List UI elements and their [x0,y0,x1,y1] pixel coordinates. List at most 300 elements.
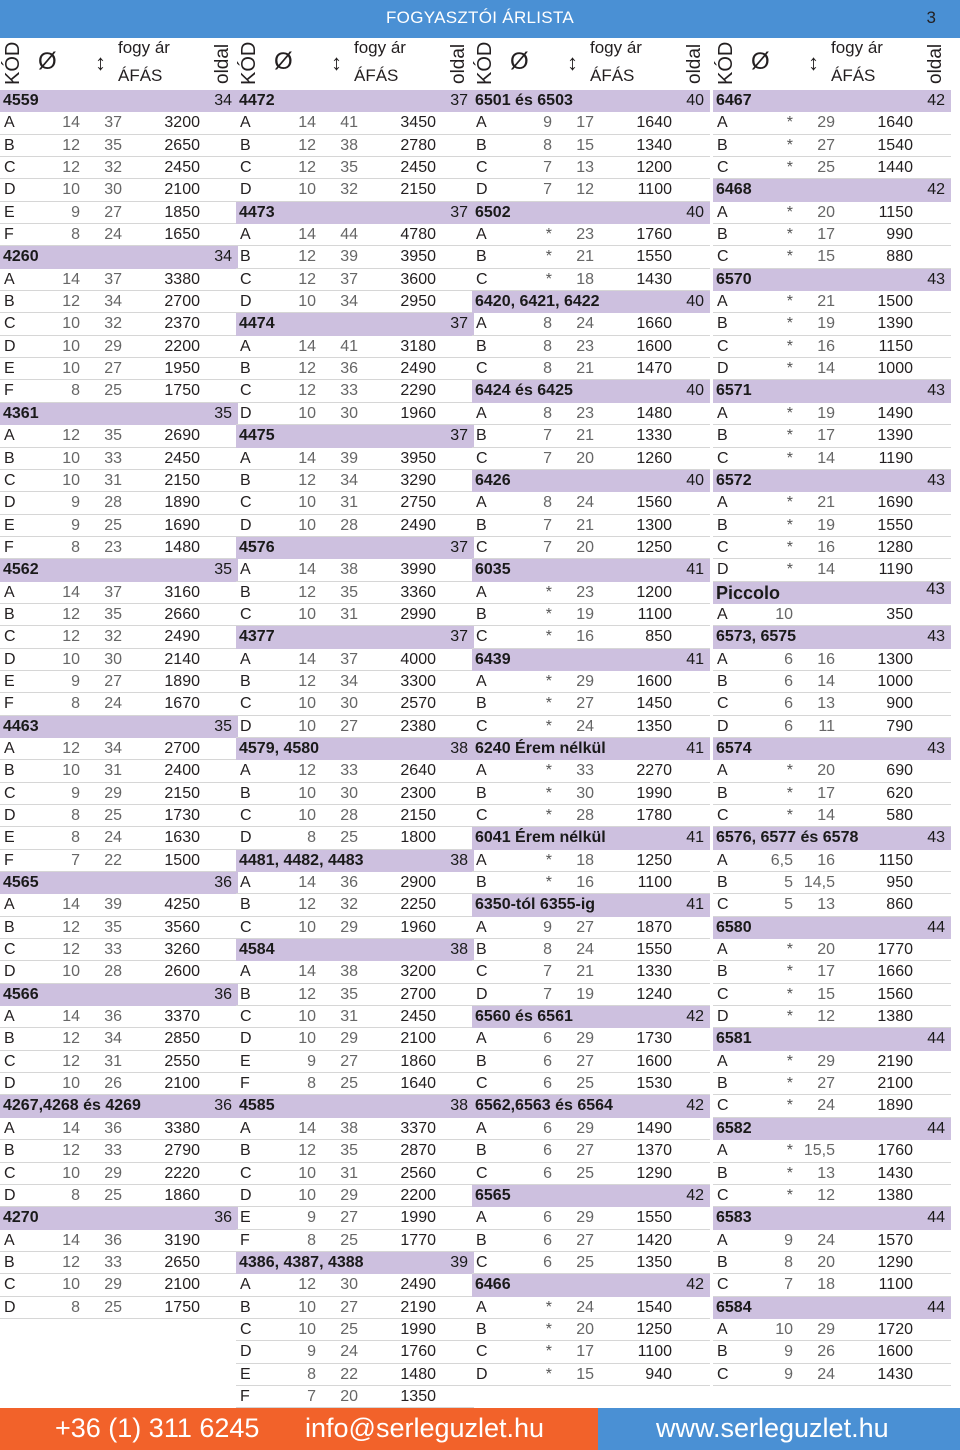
product-group-header [236,1095,474,1117]
price-value: 2450 [164,449,200,467]
price-row [0,604,238,626]
height-value: 14 [817,360,835,378]
catalog-page: 40 [686,203,704,221]
size-letter: E [4,516,15,534]
height-value: 32 [104,315,122,333]
price-row [236,1341,474,1363]
product-code: 6576, 6577 és 6578 [716,829,859,847]
price-row [0,1185,238,1207]
diameter-value: 14 [298,114,316,132]
price-value: 3370 [164,1008,200,1026]
height-value: 29 [104,784,122,802]
product-group-header [713,179,951,201]
price-rows [236,90,474,1408]
diameter-value: 7 [543,538,552,556]
size-letter: B [476,941,487,959]
size-letter: A [717,762,728,780]
product-group-header [713,827,951,849]
height-value: 17 [576,1343,594,1361]
price-row [236,157,474,179]
catalog-page: 34 [214,248,232,266]
price-value: 1750 [164,1298,200,1316]
price-value: 1960 [400,918,436,936]
price-value: 3300 [400,672,436,690]
diameter-value: 10 [298,181,316,199]
diameter-value: 7 [543,159,552,177]
diameter-value: 12 [298,1142,316,1160]
product-group-header [472,291,710,313]
price-value: 2650 [164,136,200,154]
price-value: 1300 [877,650,913,668]
price-value: 1780 [636,807,672,824]
catalog-page: 42 [686,1008,704,1026]
price-value: 990 [886,226,913,244]
diameter-value: 6 [543,1164,552,1182]
size-letter: E [4,203,15,221]
height-value: 11 [818,717,835,735]
diameter-value: 8 [71,1298,80,1316]
product-code: 6350-tól 6355-ig [475,896,596,914]
size-letter: C [240,382,252,400]
diameter-value: 7 [543,516,552,534]
height-value: 29 [104,1276,122,1294]
header-price: fogy ár [118,38,170,57]
price-value: 1380 [877,1008,913,1026]
size-letter: D [4,1298,16,1316]
diameter-value: 12 [62,628,80,646]
catalog-page: 43 [927,628,945,646]
price-row [236,961,474,983]
diameter-value: 14 [62,896,80,914]
size-letter: B [717,1253,728,1271]
diameter-value: * [545,695,552,713]
height-value: 25 [104,516,122,534]
diameter-value: 12 [62,739,80,757]
diameter-value: 8 [543,941,552,959]
diameter-value: 10 [62,963,80,981]
diameter-value: * [786,762,793,780]
size-letter: B [476,337,487,355]
diameter-value: 12 [62,159,80,177]
product-code: 6582 [716,1119,752,1137]
price-row [236,492,474,514]
header-page: oldal [925,43,946,85]
price-row [0,179,238,201]
product-code: 6583 [716,1209,752,1227]
price-row [236,1297,474,1319]
size-letter: B [717,516,728,534]
price-value: 1760 [636,226,672,244]
size-letter: C [717,985,729,1003]
size-letter: C [476,538,488,556]
height-value: 29 [576,1030,594,1048]
price-value: 1190 [878,561,913,579]
height-value: 37 [104,583,122,601]
size-letter: B [476,516,487,534]
price-value: 2200 [164,337,200,355]
diameter-value: * [545,1343,552,1361]
height-value: 28 [104,963,122,981]
size-letter: C [717,1097,729,1115]
price-value: 1540 [636,1298,672,1316]
price-value: 1890 [164,494,200,512]
header-vat: ÁFÁS [831,66,876,85]
product-code: 4472 [239,92,275,109]
size-letter: A [717,404,728,422]
price-row [472,179,710,201]
product-code: 6571 [716,382,752,400]
price-value: 1530 [636,1075,672,1093]
height-value: 29 [576,1119,594,1137]
product-group-header [713,1207,951,1229]
size-letter: F [4,851,14,869]
size-letter: C [717,1276,729,1294]
diameter-value: 8 [543,315,552,333]
size-letter: D [4,1186,16,1204]
diameter-value: * [786,293,793,311]
diameter-value: 14 [298,449,316,467]
height-value: 29 [340,918,358,936]
price-row [713,336,951,358]
size-letter: D [240,293,252,311]
price-value: 1280 [877,538,913,556]
price-row [236,291,474,313]
diameter-value: 10 [298,807,316,824]
product-code: 6565 [475,1186,511,1204]
height-value: 28 [104,494,122,512]
diameter-value: * [786,1075,793,1093]
product-group-header [0,984,238,1006]
footer-phone[interactable]: +36 (1) 311 6245 [55,1413,260,1443]
diameter-value: 12 [298,248,316,266]
catalog-page: 44 [927,1209,945,1227]
height-value: 24 [576,941,594,959]
size-letter: B [240,248,251,266]
size-letter: B [476,1320,487,1338]
size-letter: D [240,717,252,735]
diameter-value: * [545,605,552,623]
size-letter: B [240,672,251,690]
diameter-value: 12 [298,159,316,177]
price-value: 1640 [636,114,672,132]
price-row [236,827,474,849]
size-letter: A [4,896,15,914]
price-row [0,961,238,983]
diameter-value: 8 [307,1365,316,1383]
size-letter: D [240,1343,252,1361]
product-group-header [0,1207,238,1229]
diameter-value: 10 [62,449,80,467]
product-code: 6570 [716,270,752,288]
size-letter: B [476,1142,487,1160]
diameter-value: 6,5 [770,851,793,869]
diameter-value: 8 [543,494,552,512]
price-row [0,626,238,648]
price-row [236,358,474,380]
product-code: 6581 [716,1030,752,1048]
diameter-value: 12 [298,471,316,489]
price-value: 1660 [636,315,672,333]
price-row [472,246,710,268]
height-value: 24 [576,1298,594,1316]
price-value: 1850 [164,203,200,221]
size-letter: A [240,1119,251,1137]
size-letter: C [717,337,729,355]
height-value: 17 [817,226,835,244]
size-letter: B [717,672,728,690]
height-value: 29 [817,114,835,132]
price-row [713,202,951,224]
price-value: 3450 [400,114,436,132]
height-value: 29 [817,1320,835,1338]
price-row [472,1252,710,1274]
price-value: 2450 [400,1008,436,1026]
price-value: 2200 [400,1186,436,1204]
size-letter: B [240,985,251,1003]
price-row [472,1230,710,1252]
diameter-value: 9 [307,1343,316,1361]
price-value: 3360 [400,583,436,601]
height-value: 21 [576,248,594,266]
size-letter: D [240,404,252,422]
diameter-value: * [786,494,793,512]
height-value: 27 [576,1052,594,1070]
height-value: 38 [340,963,358,981]
height-value: 25 [340,829,358,847]
diameter-value: 10 [62,762,80,780]
diameter-value: * [786,315,793,333]
price-value: 690 [886,762,913,780]
diameter-value: * [545,628,552,646]
diameter-value: 12 [62,1253,80,1271]
size-letter: A [717,114,728,132]
price-value: 2450 [164,159,200,177]
size-letter: A [4,1008,15,1026]
footer-email[interactable]: info@serleguzlet.hu [305,1413,545,1443]
price-value: 1300 [636,516,672,534]
price-value: 1350 [636,1253,672,1271]
price-row [0,894,238,916]
size-letter: C [240,1320,252,1338]
price-row [236,135,474,157]
diameter-value: * [786,516,793,534]
size-letter: D [240,181,252,199]
height-value: 37 [104,114,122,132]
diameter-value: * [786,538,793,556]
price-value: 1730 [164,807,200,824]
product-code: 6035 [475,561,511,579]
diameter-value: 10 [62,1075,80,1093]
height-value: 17 [817,427,835,445]
price-row [236,1386,474,1408]
price-value: 1100 [637,605,672,623]
catalog-page: 38 [450,739,468,757]
product-code: 6240 Érem nélkül [475,739,606,757]
size-letter: B [717,1343,728,1361]
size-letter: F [4,695,14,713]
price-value: 1100 [637,1343,672,1361]
diameter-value: 7 [784,1276,793,1294]
height-value: 37 [104,270,122,288]
header-price: fogy ár [354,38,406,57]
product-code: 6468 [716,181,752,199]
product-code: 4579, 4580 [239,739,320,757]
product-code: 6426 [475,471,511,489]
height-value: 35 [340,159,358,177]
size-letter: A [4,270,15,288]
price-value: 3190 [164,1231,200,1249]
height-value: 35 [340,1142,358,1160]
size-letter: D [240,1186,252,1204]
price-row [236,470,474,492]
diameter-value: 12 [298,360,316,378]
price-value: 1600 [877,1343,913,1361]
size-letter: C [476,159,488,177]
diameter-value: * [786,1142,793,1160]
price-value: 2600 [164,963,200,981]
height-arrow-icon: ↕ [331,50,342,75]
diameter-value: * [545,1298,552,1316]
diameter-value: 7 [71,851,80,869]
product-code: 4377 [239,628,275,646]
price-value: 580 [886,807,913,824]
price-row [0,1006,238,1028]
price-row [713,1364,951,1386]
height-value: 36 [340,874,358,892]
size-letter: B [717,427,728,445]
price-value: 1770 [400,1231,436,1249]
diameter-value: * [786,248,793,266]
price-row [713,358,951,380]
size-letter: A [717,1231,728,1249]
price-value: 1330 [636,427,672,445]
price-row [713,448,951,470]
height-value: 13 [576,159,594,177]
diameter-value: 10 [298,293,316,311]
height-value: 12 [817,1186,835,1204]
height-value: 24 [576,494,594,512]
footer-website[interactable]: www.serleguzlet.hu [656,1413,889,1443]
diameter-value: 9 [543,918,552,936]
size-letter: B [240,784,251,802]
price-row [236,448,474,470]
height-value: 30 [576,784,594,802]
diameter-value: * [545,1365,552,1383]
diameter-value: 14 [62,1008,80,1026]
page-number: 3 [926,8,936,27]
diameter-value: 9 [307,1209,316,1227]
size-letter: C [717,1365,729,1383]
header-vat: ÁFÁS [590,66,635,85]
height-value: 36 [340,360,358,378]
height-value: 30 [104,650,122,668]
height-value: 34 [340,672,358,690]
height-value: 39 [340,449,358,467]
price-value: 1390 [877,315,913,333]
height-value: 31 [340,605,358,623]
size-letter: C [717,449,729,467]
height-value: 35 [340,583,358,601]
price-value: 1490 [636,1119,672,1137]
height-value: 29 [340,1030,358,1048]
size-letter: B [717,1164,728,1182]
height-value: 25 [576,1253,594,1271]
diameter-value: 10 [298,1320,316,1338]
price-value: 3260 [164,941,200,959]
size-letter: B [476,1231,487,1249]
catalog-page: 40 [686,92,704,109]
price-value: 1480 [636,404,672,422]
price-value: 620 [886,784,913,802]
height-value: 38 [340,136,358,154]
product-group-header [713,738,951,760]
diameter-value: * [786,159,793,177]
catalog-page: 35 [214,717,232,735]
catalog-page: 44 [927,918,945,936]
size-letter: B [476,695,487,713]
price-value: 1550 [636,1209,672,1227]
height-value: 20 [576,449,594,467]
price-row [236,783,474,805]
height-value: 27 [340,717,358,735]
size-letter: D [4,650,16,668]
height-value: 25 [104,382,122,400]
product-code: 4565 [3,874,39,892]
price-row [713,1341,951,1363]
size-letter: A [240,650,251,668]
price-value: 3290 [400,471,436,489]
price-row [713,604,951,626]
diameter-value: 7 [543,427,552,445]
price-value: 1430 [636,270,672,288]
height-value: 14,5 [803,874,835,892]
price-value: 2650 [164,1253,200,1271]
diameter-value: 8 [71,538,80,556]
price-rows [0,90,238,1319]
catalog-page: 44 [927,1298,945,1316]
diameter-value: 10 [298,1030,316,1048]
price-value: 1100 [637,181,672,199]
catalog-page: 38 [450,1097,468,1115]
diameter-value: 6 [784,717,793,735]
price-row [713,894,951,916]
price-row [472,716,710,738]
price-value: 950 [886,874,913,892]
price-row [236,693,474,715]
size-letter: A [476,494,487,512]
diameter-value: 12 [62,1030,80,1048]
catalog-page: 37 [450,628,468,646]
height-value: 27 [817,136,835,154]
price-row [0,939,238,961]
price-value: 1560 [877,985,913,1003]
catalog-page: 38 [450,941,468,959]
size-letter: A [717,941,728,959]
price-row [472,135,710,157]
diameter-value: 10 [62,337,80,355]
price-value: 2690 [164,427,200,445]
height-value: 22 [104,851,122,869]
price-value: 2700 [164,293,200,311]
price-value: 1200 [636,159,672,177]
size-letter: C [4,1052,16,1070]
size-letter: C [476,1075,488,1093]
price-row [0,313,238,335]
size-letter: B [717,784,728,802]
product-group-header [472,649,710,671]
height-value: 31 [104,1052,122,1070]
diameter-value: 10 [298,516,316,534]
